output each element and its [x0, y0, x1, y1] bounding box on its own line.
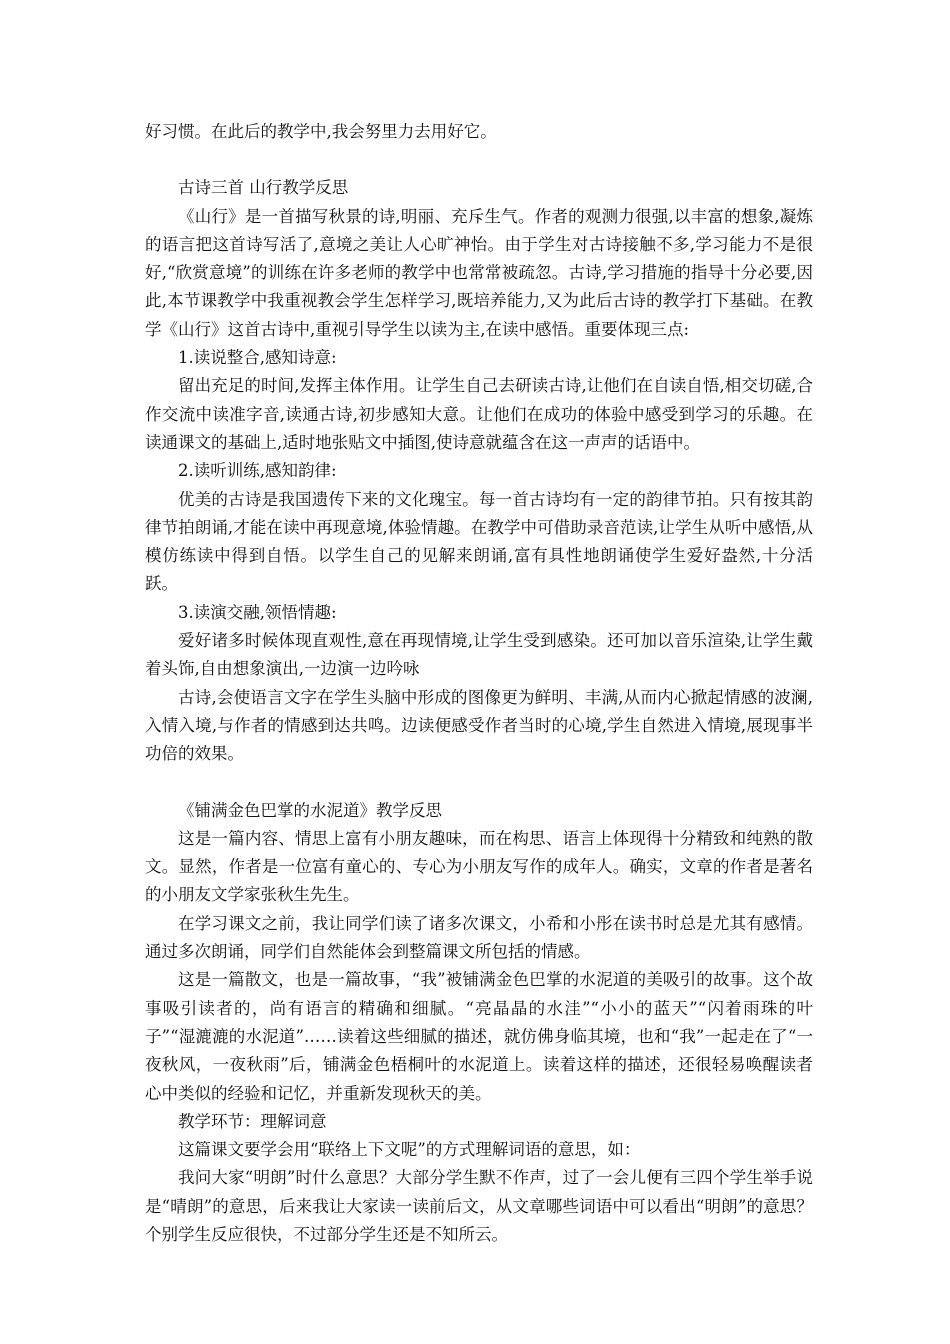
paragraph: 在学习课文之前，我让同学们读了诸多次课文，小希和小彤在读书时总是尤其有感情。通过多次朗诵，同学们自然能体会到整篇课文所包括的情感。 [145, 913, 813, 962]
subheading: 3.读演交融,领悟情趣: [178, 602, 337, 622]
section-title-cement-road: 《铺满金色巴掌的水泥道》教学反思 [178, 800, 442, 820]
paragraph: 《山行》是一首描写秋景的诗,明丽、充斥生气。作者的观测力很强,以丰富的想象,凝炼的语言把这首诗写活了,意境之美让人心旷神怡。由于学生对古诗接触不多,学习能力不是很好,“欣赏意境”的训练在许多老师的教学中也常常被疏忽。古诗,学习措施的指导十分必要,因此,本节课教学中我重视教会学生怎样学习,既培养能力,又为此后古诗的教学打下基础。在教学《山行》这首古诗中,重视引导学生以读为主,在读中感悟。重要体现三点: [145, 206, 813, 339]
paragraph: 我问大家“明朗”时什么意思？大部分学生默不作声，过了一会儿便有三四个学生举手说是“晴朗”的意思，后来我让大家读一读前后文，从文章哪些词语中可以看出“明朗”的意思？个别学生反应很快，不过部分学生还是不知所云。 [145, 1168, 813, 1244]
subheading: 1.读说整合,感知诗意: [178, 348, 337, 368]
paragraph: 这是一篇内容、情思上富有小朋友趣味，而在构思、语言上体现得十分精致和纯熟的散文。显然，作者是一位富有童心的、专心为小朋友写作的成年人。确实，文章的作者是著名的小朋友文学家张秋生先生。 [145, 828, 813, 905]
paragraph: 古诗,会使语言文字在学生头脑中形成的图像更为鲜明、丰满,从而内心掀起情感的波澜,入情入境,与作者的情感到达共鸣。边读便感受作者当时的心境,学生自然进入情境,展现事半功倍的效果。 [145, 687, 813, 764]
subheading: 2.读听训练,感知韵律: [178, 461, 337, 481]
paragraph: 留出充足的时间,发挥主体作用。让学生自己去研读古诗,让他们在自读自悟,相交切磋,合作交流中读准字音,读通古诗,初步感知大意。让他们在成功的体验中感受到学习的乐趣。在读通课文的基础上,适时地张贴文中插图,使诗意就蕴含在这一声声的话语中。 [145, 376, 813, 452]
subheading: 教学环节：理解词意 [178, 1111, 327, 1131]
document-body [145, 118, 813, 1249]
paragraph: 优美的古诗是我国遗传下来的文化瑰宝。每一首古诗均有一定的韵律节拍。只有按其韵律节拍朗诵,才能在读中再现意境,体验情趣。在教学中可借助录音范读,让学生从听中感悟,从模仿练读中得到自悟。以学生自己的见解来朗诵,富有具性地朗诵使学生爱好盎然,十分活跃。 [145, 489, 813, 594]
previous-section-tail: 好习惯。在此后的教学中,我会努里力去用好它。 [145, 122, 497, 141]
paragraph: 爱好诸多时候体现直观性,意在再现情境,让学生受到感染。还可加以音乐渲染,让学生戴着头饰,自由想象演出,一边演一边吟咏 [145, 631, 813, 679]
section-title-shanxing: 古诗三首 山行教学反思 [178, 178, 349, 198]
paragraph: 这是一篇散文，也是一篇故事，“我”被铺满金色巴掌的水泥道的美吸引的故事。这个故事吸引读者的，尚有语言的精确和细腻。“亮晶晶的水洼”“小小的蓝天”“闪着雨珠的叶子”“湿漉漉的水泥道”……读着这些细腻的描述，就仿佛身临其境，也和“我”一起走在了“一夜秋风，一夜秋雨”后，铺满金色梧桐叶的水泥道上。读着这样的描述，还很轻易唤醒读者心中类似的经验和记忆，并重新发现秋天的美。 [145, 970, 813, 1103]
paragraph: 这篇课文要学会用“联络上下文呢”的方式理解词语的意思，如： [178, 1140, 641, 1160]
